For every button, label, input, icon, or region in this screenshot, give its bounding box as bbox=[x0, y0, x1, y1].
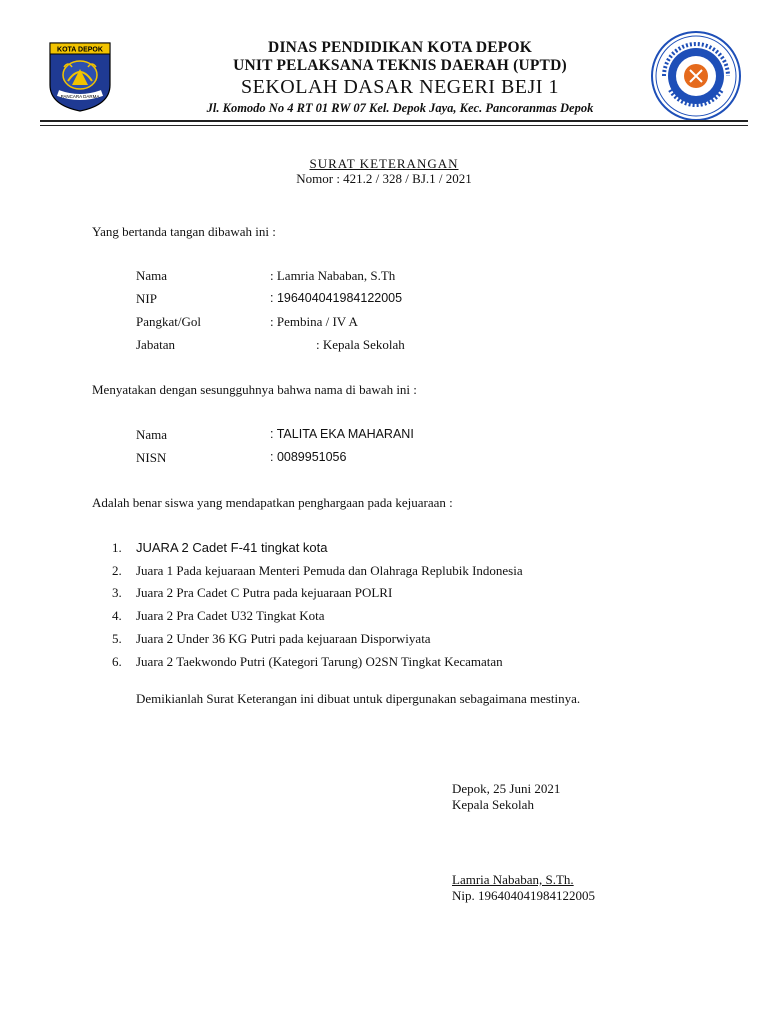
award-item: Juara 2 Taekwondo Putri (Kategori Tarung) O2SN Tingkat Kecamatan bbox=[136, 654, 503, 669]
award-number: 1. bbox=[112, 540, 122, 555]
school-address: Jl. Komodo No 4 RT 01 RW 07 Kel. Depok Jaya, Kec. Pancoranmas Depok bbox=[206, 101, 594, 115]
student-name-label: Nama bbox=[136, 427, 168, 442]
signer-nip: Nip. 196404041984122005 bbox=[452, 888, 595, 903]
signer-position: Kepala Sekolah bbox=[452, 797, 534, 812]
signer-rank-value: : Pembina / IV A bbox=[270, 314, 358, 329]
letterhead-divider bbox=[40, 120, 748, 126]
school-seal-logo bbox=[650, 30, 742, 122]
award-item: Juara 2 Under 36 KG Putri pada kejuaraan Disporwiyata bbox=[136, 631, 431, 646]
signer-position-value: : Kepala Sekolah bbox=[316, 337, 405, 352]
document-title: SURAT KETERANGAN bbox=[309, 156, 459, 171]
place-date: Depok, 25 Juni 2021 bbox=[452, 781, 561, 796]
signer-position-label: Jabatan bbox=[136, 337, 175, 352]
signer-name: Lamria Nababan, S.Th. bbox=[452, 872, 574, 887]
award-item: Juara 2 Pra Cadet U32 Tingkat Kota bbox=[136, 608, 325, 623]
award-item: Juara 2 Pra Cadet C Putra pada kejuaraan POLRI bbox=[136, 585, 393, 600]
award-number: 5. bbox=[112, 631, 122, 646]
award-item: Juara 1 Pada kejuaraan Menteri Pemuda dan Olahraga Replubik Indonesia bbox=[136, 563, 523, 578]
intro-text: Yang bertanda tangan dibawah ini : bbox=[92, 224, 276, 239]
student-nisn-label: NISN bbox=[136, 450, 167, 465]
signer-name-value: : Lamria Nababan, S.Th bbox=[270, 268, 396, 283]
signer-name-label: Nama bbox=[136, 268, 168, 283]
letterhead bbox=[130, 39, 670, 116]
closing-text: Demikianlah Surat Keterangan ini dibuat untuk dipergunakan sebagaimana mestinya. bbox=[136, 691, 581, 706]
signer-nip-value: : 196404041984122005 bbox=[270, 291, 403, 305]
logo-top-text: KOTA DEPOK bbox=[57, 46, 103, 54]
signer-nip-label: NIP bbox=[136, 291, 157, 306]
award-number: 3. bbox=[112, 585, 122, 600]
kota-depok-logo bbox=[48, 41, 112, 113]
award-intro-text: Adalah benar siswa yang mendapatkan penghargaan pada kejuaraan : bbox=[92, 495, 453, 510]
award-number: 6. bbox=[112, 654, 122, 669]
unit-name: UNIT PELAKSANA TEKNIS DAERAH (UPTD) bbox=[233, 57, 567, 74]
agency-name: DINAS PENDIDIKAN KOTA DEPOK bbox=[268, 39, 532, 56]
student-nisn-value: : 0089951056 bbox=[270, 450, 347, 464]
logo-bottom-text: PANCARA DARMA bbox=[60, 94, 100, 99]
award-number: 4. bbox=[112, 608, 122, 623]
award-item: JUARA 2 Cadet F-41 tingkat kota bbox=[136, 540, 328, 555]
award-number: 2. bbox=[112, 563, 122, 578]
statement-text: Menyatakan dengan sesungguhnya bahwa nama di bawah ini : bbox=[92, 382, 417, 397]
school-name: SEKOLAH DASAR NEGERI BEJI 1 bbox=[241, 76, 559, 98]
student-name-value: : TALITA EKA MAHARANI bbox=[270, 427, 414, 441]
document-number: Nomor : 421.2 / 328 / BJ.1 / 2021 bbox=[296, 171, 472, 186]
signer-rank-label: Pangkat/Gol bbox=[136, 314, 201, 329]
